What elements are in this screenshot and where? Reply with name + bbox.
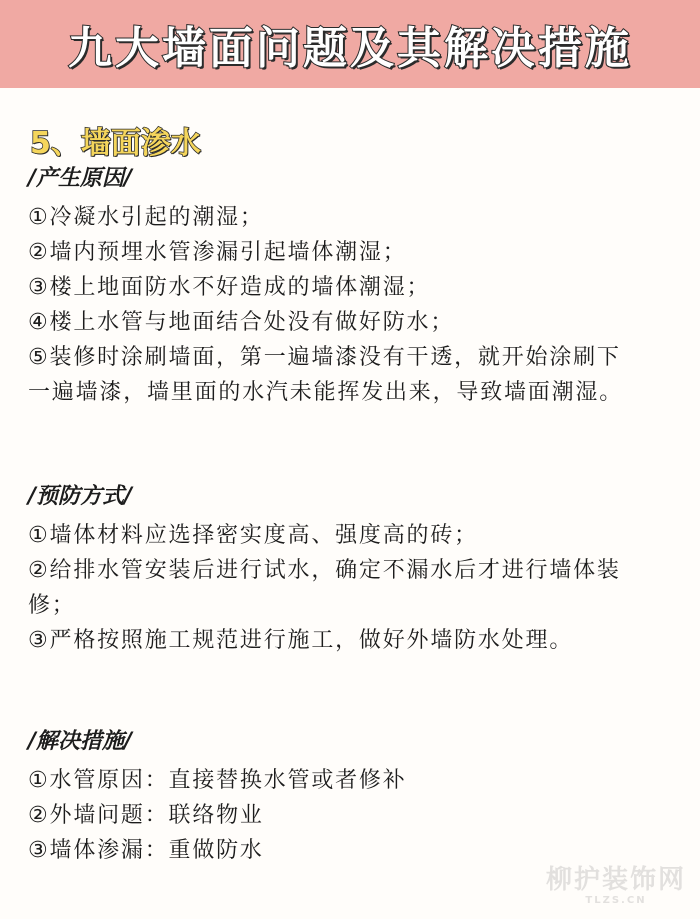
page-title: 九大墙面问题及其解决措施 [68, 23, 632, 74]
title-banner [0, 0, 700, 88]
prevention-item: ①墙体材料应选择密实度高、强度高的砖； [28, 523, 478, 548]
prevention-heading: /预防方式/ [28, 484, 133, 509]
prevention-item: ③严格按照施工规范进行施工，做好外墙防水处理。 [28, 628, 574, 653]
watermark-text: 柳护装饰网 [545, 865, 686, 895]
solution-heading: /解决措施/ [28, 729, 133, 754]
solution-item: ②外墙问题：联络物业 [28, 803, 264, 828]
solution-section [28, 727, 678, 868]
solution-item: ③墙体渗漏：重做防水 [28, 838, 264, 863]
cause-heading: /产生原因/ [28, 166, 133, 191]
section-heading: 5、墙面渗水 [30, 126, 201, 161]
prevention-item: ②给排水管安装后进行试水，确定不漏水后才进行墙体装 [28, 558, 621, 583]
cause-item: ⑤装修时涂刷墙面，第一遍墙漆没有干透，就开始涂刷下 [28, 345, 621, 370]
prevention-section [28, 482, 678, 658]
cause-item: ③楼上地面防水不好造成的墙体潮湿； [28, 275, 431, 300]
watermark-domain: TLZS.CN [585, 895, 647, 906]
cause-item: ④楼上水管与地面结合处没有做好防水； [28, 310, 455, 335]
cause-item: 一遍墙漆，墙里面的水汽未能挥发出来，导致墙面潮湿。 [28, 380, 624, 405]
cause-section [28, 164, 678, 410]
solution-item: ①水管原因：直接替换水管或者修补 [28, 768, 407, 793]
cause-item: ②墙内预埋水管渗漏引起墙体潮湿； [28, 240, 407, 265]
prevention-item: 修； [28, 593, 76, 618]
watermark-logo [546, 865, 686, 907]
cause-item: ①冷凝水引起的潮湿； [28, 205, 264, 230]
